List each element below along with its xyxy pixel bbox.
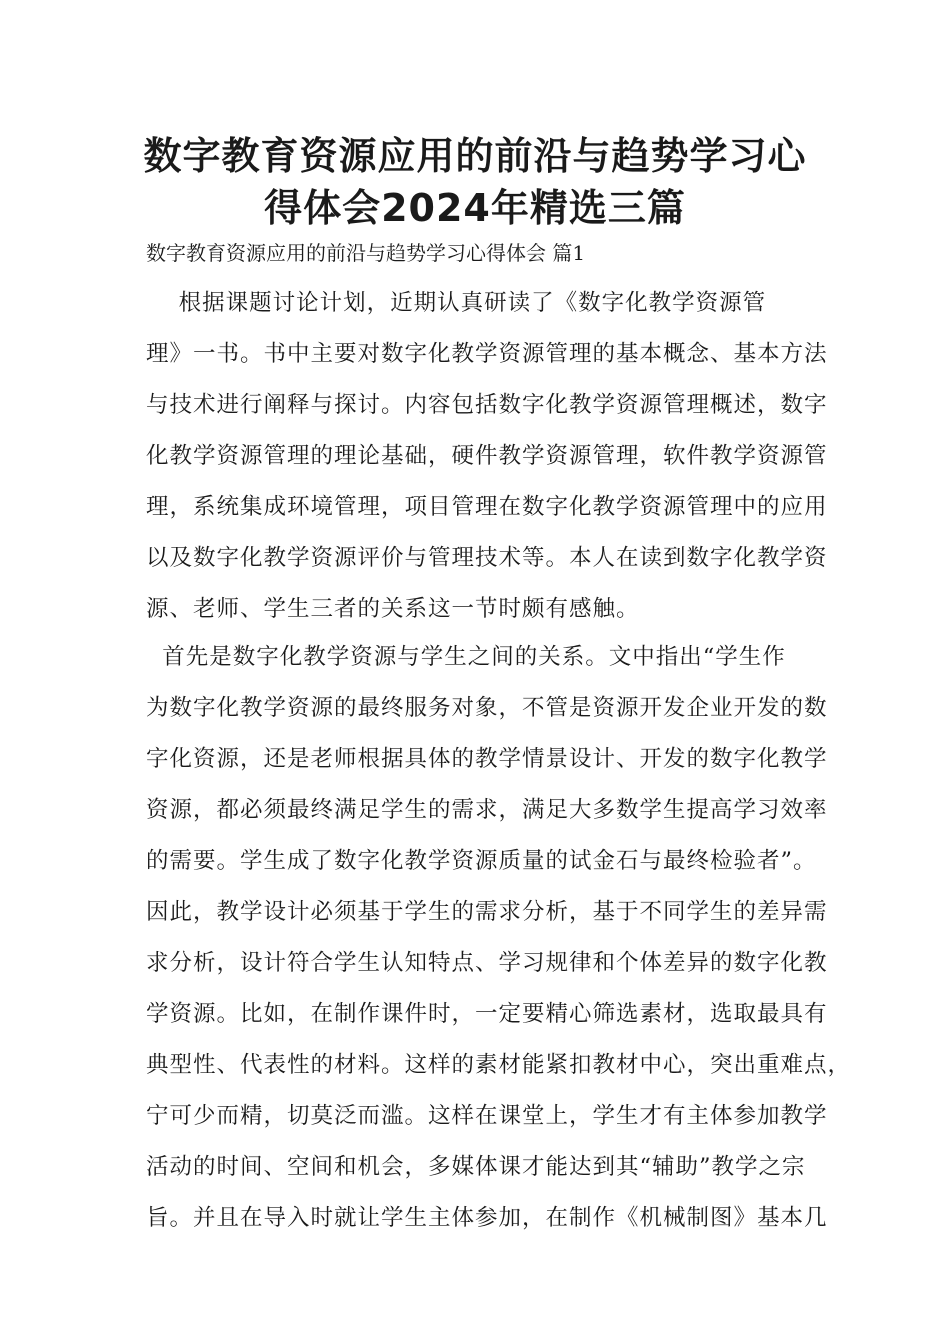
body-line: 典型性、代表性的材料。这样的素材能紧扣教材中心，突出重难点， [146,1052,852,1078]
body-line: 源、老师、学生三者的关系这一节时颇有感触。 [146,596,640,622]
body-line: 资源，都必须最终满足学生的需求，满足大多数学生提高学习效率 [146,797,828,823]
body-line: 为数字化教学资源的最终服务对象，不管是资源开发企业开发的数 [146,695,828,721]
body-line: 活动的时间、空间和机会，多媒体课才能达到其“辅助”教学之宗 [146,1154,806,1180]
document-title-line-2: 得体会2024年精选三篇 [264,186,686,230]
body-line: 字化资源，还是老师根据具体的教学情景设计、开发的数字化教学 [146,746,828,772]
body-line: 以及数字化教学资源评价与管理技术等。本人在读到数字化教学资 [146,545,828,571]
body-line: 理，系统集成环境管理，项目管理在数字化教学资源管理中的应用 [146,494,828,520]
body-line: 学资源。比如，在制作课件时，一定要精心筛选素材，选取最具有 [146,1001,828,1027]
body-line: 与技术进行阐释与探讨。内容包括数字化教学资源管理概述，数字 [146,392,828,418]
document-title-line-1: 数字教育资源应用的前沿与趋势学习心 [143,134,807,178]
body-line: 根据课题讨论计划，近期认真研读了《数字化教学资源管 [146,290,767,316]
section-heading: 数字教育资源应用的前沿与趋势学习心得体会 篇1 [146,241,586,265]
body-line: 求分析，设计符合学生认知特点、学习规律和个体差异的数字化教 [146,950,828,976]
body-line: 因此，教学设计必须基于学生的需求分析，基于不同学生的差异需 [146,899,828,925]
body-line: 首先是数字化教学资源与学生之间的关系。文中指出“学生作 [146,644,786,670]
body-line: 旨。并且在导入时就让学生主体参加，在制作《机械制图》基本几 [146,1205,828,1231]
body-line: 化教学资源管理的理论基础，硬件教学资源管理，软件教学资源管 [146,443,828,469]
body-line: 理》一书。书中主要对数字化教学资源管理的基本概念、基本方法 [146,341,828,367]
body-line: 宁可少而精，切莫泛而滥。这样在课堂上，学生才有主体参加教学 [146,1103,828,1129]
body-line: 的需要。学生成了数字化教学资源质量的试金石与最终检验者”。 [146,848,817,874]
